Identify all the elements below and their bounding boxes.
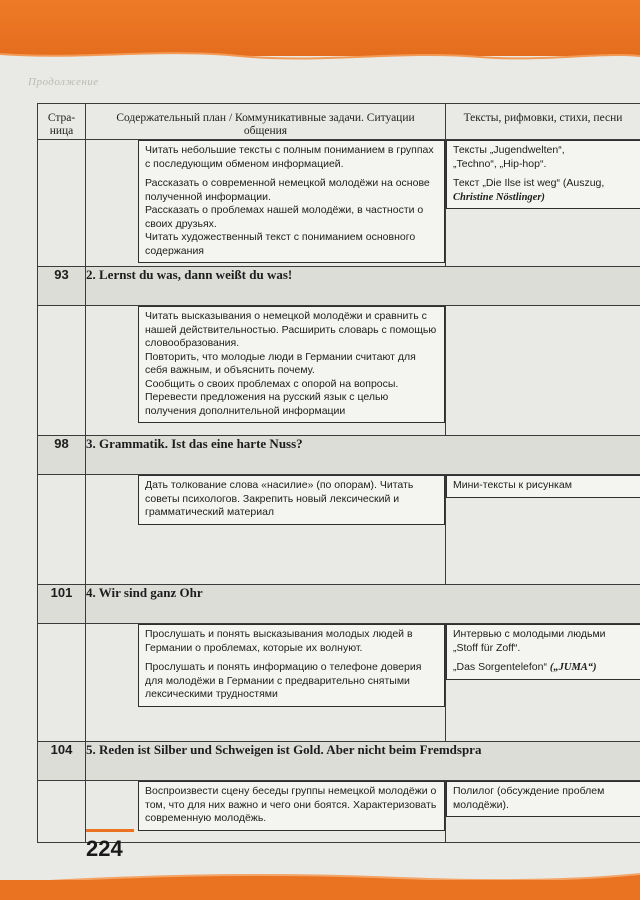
page-cell <box>38 475 86 585</box>
texts-box <box>446 140 640 209</box>
section-row <box>38 585 640 624</box>
section-title: 3. Grammatik. Ist das eine harte Nuss? <box>86 436 640 475</box>
page-number: 224 <box>86 836 123 861</box>
tasks-box <box>138 140 445 263</box>
plan-cell <box>86 781 446 843</box>
plan-cell <box>86 624 446 742</box>
table-row <box>38 475 640 585</box>
tasks-box <box>138 475 445 525</box>
section-row <box>38 436 640 475</box>
section-page-number: 93 <box>38 267 86 306</box>
task-text: Воспроизвести сцену беседы группы немецкой молодёжи о том, что для них важно и чего они боятся. Характеризовать современную молодёжь. <box>145 785 437 824</box>
table-row <box>38 306 640 436</box>
section-title: 5. Reden ist Silber und Schweigen ist Gold. Aber nicht beim Fremdspra <box>86 742 640 781</box>
task-text: Повторить, что молодые люди в Германии считают для себя важным, и объяснить почему. <box>145 350 416 376</box>
texts-line: Полилог (обсуждение проблем <box>453 785 605 797</box>
section-page-number: 101 <box>38 585 86 624</box>
task-text: Рассказать о современной немецкой молодёжи на основе полученной информации. <box>145 177 430 203</box>
texts-line: „Stoff für Zoff“. <box>453 641 521 654</box>
section-page-number: 98 <box>38 436 86 475</box>
page-cell <box>38 306 86 436</box>
page-cell <box>38 140 86 267</box>
plan-cell <box>86 306 446 436</box>
texts-line: Christine Nöstlinger) <box>453 191 545 203</box>
page-cell <box>38 624 86 742</box>
header-texts: Тексты, рифмовки, стихи, песни <box>446 104 640 140</box>
texts-cell <box>446 624 640 742</box>
texts-cell <box>446 140 640 267</box>
task-text: Прослушать и понять информацию о телефоне доверия для молодёжи в Германии с предварительно снятыми лексическими трудностями <box>145 661 422 700</box>
texts-line: „Techno“, „Hip-hop“. <box>453 157 547 170</box>
task-text: Читать высказывания о немецкой молодёжи и сравнить с нашей действительностью. Расширить словарь с помощью словообразования. <box>145 310 437 349</box>
bottom-orange-band <box>0 880 640 900</box>
task-text: Рассказать о проблемах нашей молодёжи, в частности о своих друзьях. <box>145 204 424 230</box>
task-text: Перевести предложения на русский язык с целью получения дополнительной информации <box>145 391 389 417</box>
section-title: 4. Wir sind ganz Ohr <box>86 585 640 624</box>
section-page-number: 104 <box>38 742 86 781</box>
tasks-box <box>138 624 445 707</box>
texts-line: Мини-тексты к рисункам <box>453 479 572 491</box>
section-row <box>38 267 640 306</box>
table-header-row <box>38 104 640 140</box>
task-text: Читать художественный текст с пониманием основного содержания <box>145 231 416 257</box>
texts-box <box>446 781 640 817</box>
section-title: 2. Lernst du was, dann weißt du was! <box>86 267 640 306</box>
texts-box <box>446 624 640 680</box>
table-row <box>38 624 640 742</box>
texts-box <box>446 475 640 498</box>
texts-line: Текст „Die Ilse ist weg“ (Auszug, <box>453 177 605 189</box>
task-text: Читать небольшие тексты с полным пониманием в группах с последующим обменом информацией. <box>145 144 434 170</box>
task-text: Сообщить о своих проблемах с опорой на вопросы. <box>145 377 399 390</box>
header-plan: Содержательный план / Коммуникативные задачи. Ситуации общения <box>86 104 446 140</box>
tasks-box <box>138 306 445 423</box>
texts-cell <box>446 475 640 585</box>
tasks-box <box>138 781 445 831</box>
page-cell <box>38 781 86 843</box>
plan-cell <box>86 140 446 267</box>
texts-line: „Das Sorgentelefon“ („JUMA“) <box>453 661 597 673</box>
plan-cell <box>86 475 446 585</box>
texts-cell <box>446 781 640 843</box>
table-row <box>38 781 640 843</box>
header-page: Стра-ница <box>38 104 86 140</box>
texts-line: Интервью с молодыми людьми <box>453 628 606 640</box>
curriculum-table <box>37 103 640 843</box>
top-torn-edge <box>0 44 640 66</box>
task-text: Дать толкование слова «насилие» (по опорам). Читать советы психологов. Закрепить новый лексический и грамматический материал <box>145 479 414 518</box>
texts-line: Тексты „Jugendwelten“, <box>453 144 565 156</box>
texts-cell <box>446 306 640 436</box>
page-number-rule <box>86 829 134 832</box>
section-row <box>38 742 640 781</box>
task-text: Прослушать и понять высказывания молодых людей в Германии о проблемах, которые их волнуют. <box>145 628 413 654</box>
table-row <box>38 140 640 267</box>
running-header: Продолжение <box>28 76 99 88</box>
texts-line: молодёжи). <box>453 798 509 811</box>
